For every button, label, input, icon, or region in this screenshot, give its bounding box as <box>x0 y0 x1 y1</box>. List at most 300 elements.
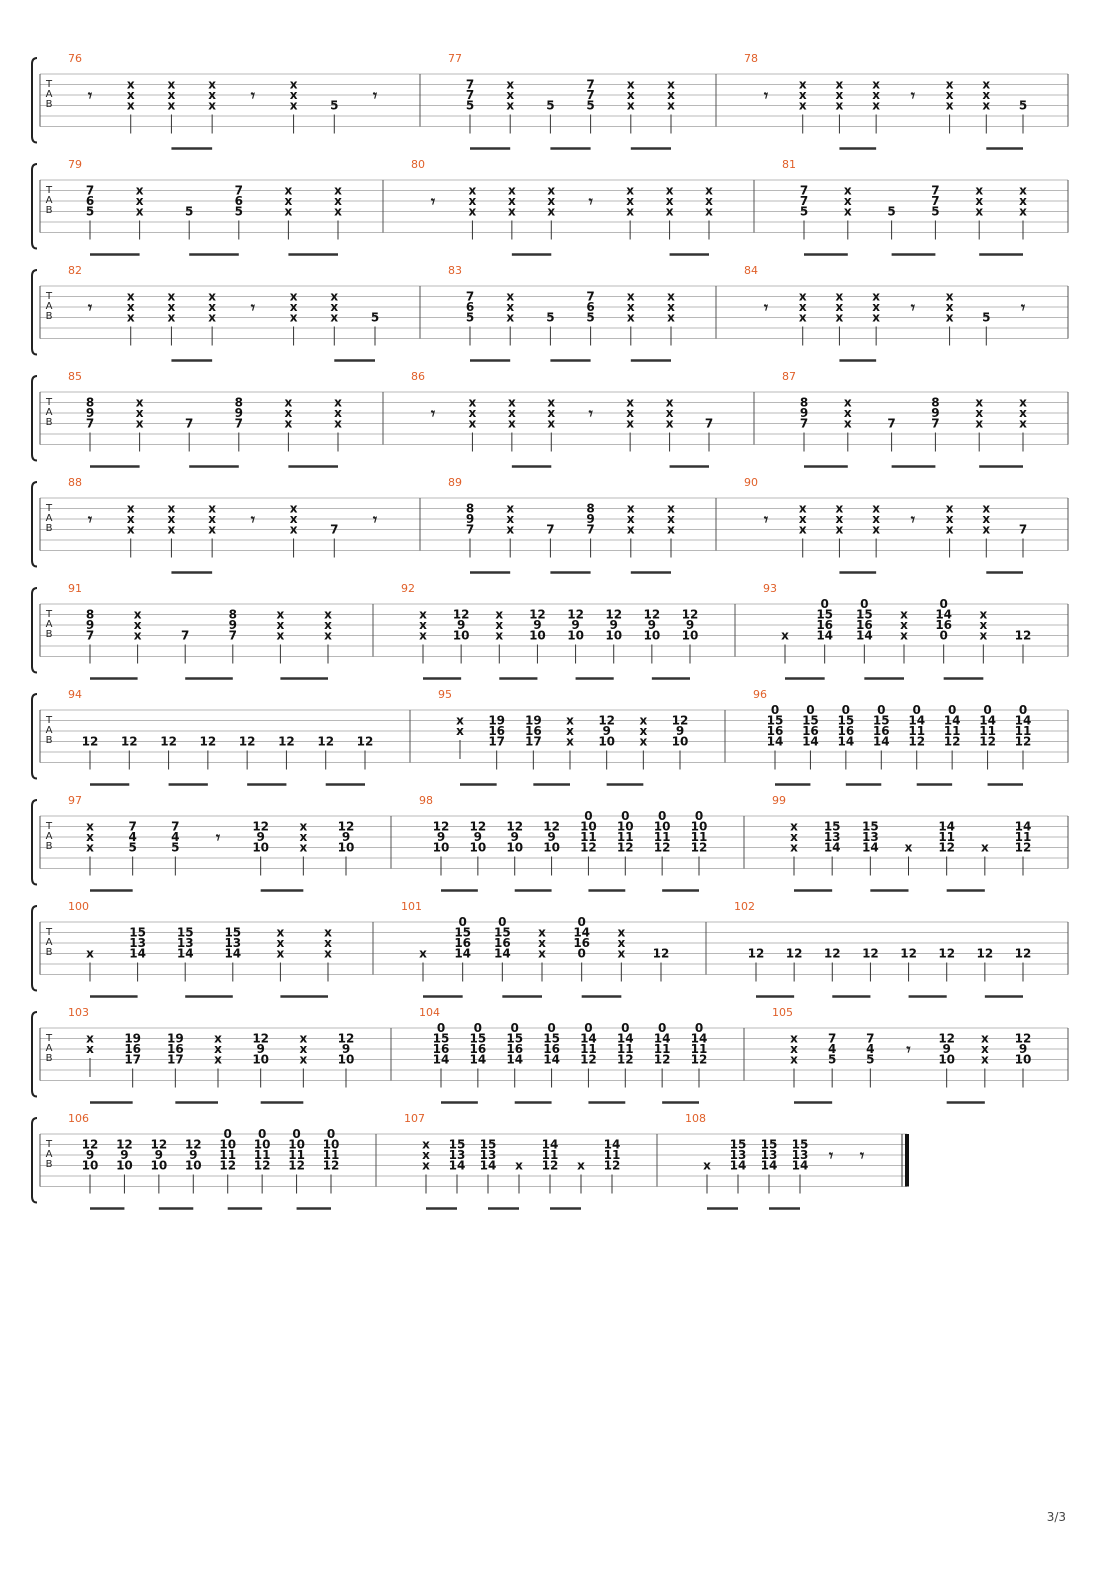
fret-number: 11 <box>322 1148 340 1162</box>
fret-number: 12 <box>81 734 99 749</box>
fret-number: 11 <box>690 830 708 844</box>
tab-clef-letter: T <box>45 397 53 408</box>
dead-note: x <box>872 512 881 526</box>
dead-note: x <box>798 77 807 92</box>
dead-note: x <box>133 628 142 643</box>
dead-note: x <box>979 618 988 632</box>
fret-number: 11 <box>616 1042 634 1056</box>
fret-number: 5 <box>982 310 991 325</box>
eighth-rest: 𝄾 <box>87 86 93 105</box>
fret-number: 10 <box>288 1137 305 1152</box>
dead-note: x <box>299 1052 308 1067</box>
tab-clef-letter: T <box>45 1139 53 1150</box>
fret-number: 12 <box>690 1052 708 1067</box>
dead-note: x <box>86 840 94 855</box>
fret-number: 7 <box>799 416 809 431</box>
system <box>32 794 1068 891</box>
system <box>32 158 1068 255</box>
fret-number: 12 <box>862 946 879 961</box>
dead-note: x <box>284 395 293 410</box>
fret-number: 7 <box>931 416 940 431</box>
fret-number: 14 <box>432 1052 450 1067</box>
fret-number: 6 <box>234 194 243 208</box>
dead-note: x <box>566 713 574 728</box>
fret-number: 5 <box>546 98 555 113</box>
fret-number: 12 <box>653 840 671 855</box>
dead-note: x <box>667 98 675 113</box>
fret-number: 9 <box>647 618 657 632</box>
dead-note: x <box>872 88 881 102</box>
fret-number: 10 <box>253 1137 271 1152</box>
dead-note: x <box>167 310 176 325</box>
dead-note: x <box>982 501 991 516</box>
measure-number: 78 <box>744 52 758 65</box>
fret-number: 10 <box>252 840 270 855</box>
tab-clef-letter: B <box>45 311 53 322</box>
fret-number: 12 <box>160 734 177 749</box>
tab-clef-letter: B <box>45 1053 53 1064</box>
dead-note: x <box>667 77 675 92</box>
fret-number: 9 <box>341 830 351 844</box>
eighth-rest: 𝄾 <box>372 86 378 105</box>
tab-clef-letter: A <box>45 513 53 524</box>
dead-note: x <box>835 77 844 92</box>
fret-number: 14 <box>760 1158 778 1173</box>
dead-note: x <box>330 300 339 314</box>
fret-number: 7 <box>586 88 595 102</box>
dead-note: x <box>626 88 635 102</box>
fret-number: 12 <box>317 734 335 749</box>
fret-number: 16 <box>454 936 472 950</box>
dead-note: x <box>289 310 298 325</box>
tab-clef-letter: T <box>45 79 53 90</box>
eighth-rest: 𝄾 <box>910 86 915 105</box>
fret-number: 13 <box>224 936 242 950</box>
fret-number: 10 <box>598 734 616 749</box>
fret-number: 12 <box>605 607 623 622</box>
dead-note: x <box>468 194 477 208</box>
measure-number: 101 <box>401 900 422 913</box>
fret-number: 12 <box>81 1137 99 1152</box>
fret-number: 7 <box>465 289 475 304</box>
dead-note: x <box>980 840 989 855</box>
fret-number: 12 <box>543 819 560 834</box>
fret-number: 14 <box>454 946 472 961</box>
system <box>32 582 1068 679</box>
dead-note: x <box>419 628 427 643</box>
fret-number: 14 <box>979 713 996 728</box>
dead-note: x <box>667 522 675 537</box>
fret-number: 13 <box>791 1148 809 1162</box>
fret-number: 9 <box>456 618 466 632</box>
dead-note: x <box>547 416 556 431</box>
tab-clef-letter: B <box>45 205 53 216</box>
dead-note: x <box>547 406 556 420</box>
fret-number: 5 <box>128 840 137 855</box>
fret-number: 7 <box>171 819 180 834</box>
fret-number: 14 <box>908 713 926 728</box>
measure-number: 84 <box>744 264 758 277</box>
fret-number: 14 <box>653 1031 671 1046</box>
dead-note: x <box>324 628 332 643</box>
fret-number: 0 <box>912 703 921 717</box>
fret-number: 0 <box>292 1127 301 1141</box>
dead-note: x <box>538 925 546 940</box>
fret-number: 0 <box>584 809 593 823</box>
dead-note: x <box>538 946 546 961</box>
system-bracket <box>32 164 37 249</box>
dead-note: x <box>667 310 675 325</box>
fret-number: 7 <box>704 416 714 431</box>
fret-number: 9 <box>436 830 446 844</box>
dead-note: x <box>547 194 556 208</box>
fret-number: 12 <box>529 607 546 622</box>
dead-note: x <box>324 936 332 950</box>
fret-number: 19 <box>124 1031 142 1046</box>
fret-number: 7 <box>546 522 555 537</box>
system <box>32 476 1068 573</box>
eighth-rest: 𝄾 <box>906 1040 911 1059</box>
fret-number: 19 <box>524 713 542 728</box>
dead-note: x <box>872 501 881 516</box>
dead-note: x <box>86 830 94 844</box>
dead-note: x <box>468 395 477 410</box>
fret-number: 11 <box>938 830 956 844</box>
dead-note: x <box>507 194 516 208</box>
dead-note: x <box>334 395 342 410</box>
eighth-rest: 𝄾 <box>250 298 255 317</box>
fret-number: 15 <box>861 819 879 834</box>
dead-note: x <box>798 501 807 516</box>
fret-number: 14 <box>224 946 242 961</box>
fret-number: 7 <box>799 194 809 208</box>
fret-number: 0 <box>510 1021 519 1035</box>
dead-note: x <box>843 395 852 410</box>
dead-note: x <box>1019 183 1027 198</box>
fret-number: 14 <box>729 1158 747 1173</box>
fret-number: 12 <box>943 734 961 749</box>
dead-note: x <box>419 618 427 632</box>
fret-number: 12 <box>506 819 524 834</box>
fret-number: 14 <box>690 1031 708 1046</box>
fret-number: 0 <box>860 597 869 611</box>
dead-note: x <box>617 936 626 950</box>
fret-number: 7 <box>181 628 190 643</box>
fret-number: 11 <box>253 1148 271 1162</box>
fret-number: 14 <box>861 840 879 855</box>
fret-number: 12 <box>652 946 670 961</box>
dead-note: x <box>790 830 798 844</box>
fret-number: 0 <box>877 703 886 717</box>
fret-number: 16 <box>802 724 819 738</box>
measure-number: 100 <box>68 900 89 913</box>
dead-note: x <box>299 1031 308 1046</box>
fret-number: 9 <box>85 1148 95 1162</box>
fret-number: 11 <box>219 1148 237 1162</box>
fret-number: 14 <box>802 734 819 749</box>
fret-number: 5 <box>234 204 243 219</box>
fret-number: 12 <box>785 946 803 961</box>
dead-note: x <box>835 522 844 537</box>
dead-note: x <box>126 310 135 325</box>
fret-number: 10 <box>938 1052 956 1067</box>
dead-note: x <box>208 512 217 526</box>
fret-number: 8 <box>228 607 237 622</box>
dead-note: x <box>289 77 298 92</box>
fret-number: 12 <box>337 1031 355 1046</box>
system <box>32 688 1068 785</box>
fret-number: 12 <box>938 946 956 961</box>
measure-number: 81 <box>782 158 796 171</box>
fret-number: 19 <box>166 1031 184 1046</box>
fret-number: 12 <box>541 1158 559 1173</box>
fret-number: 16 <box>493 936 511 950</box>
dead-note: x <box>626 395 635 410</box>
dead-note: x <box>577 1158 585 1173</box>
dead-note: x <box>506 300 515 314</box>
fret-number: 12 <box>1014 946 1032 961</box>
fret-number: 16 <box>837 724 855 738</box>
fret-number: 14 <box>573 925 591 940</box>
fret-number: 9 <box>473 830 483 844</box>
fret-number: 15 <box>176 925 194 940</box>
tab-clef-letter: T <box>45 821 53 832</box>
dead-note: x <box>507 416 516 431</box>
dead-note: x <box>945 310 954 325</box>
eighth-rest: 𝄾 <box>910 298 915 317</box>
fret-number: 10 <box>337 840 355 855</box>
fret-number: 12 <box>356 734 374 749</box>
dead-note: x <box>284 194 293 208</box>
dead-note: x <box>507 406 516 420</box>
fret-number: 10 <box>469 840 487 855</box>
dead-note: x <box>667 88 675 102</box>
fret-number: 9 <box>228 618 237 632</box>
fret-number: 12 <box>120 734 138 749</box>
dead-note: x <box>639 724 648 738</box>
dead-note: x <box>284 204 293 219</box>
tab-clef-letter: A <box>45 1043 53 1054</box>
fret-number: 10 <box>506 840 524 855</box>
dead-note: x <box>835 98 844 113</box>
system-bracket <box>32 694 37 779</box>
fret-number: 4 <box>827 1042 837 1056</box>
dead-note: x <box>422 1148 430 1162</box>
fret-number: 6 <box>85 194 95 208</box>
fret-number: 5 <box>465 98 475 113</box>
fret-number: 0 <box>657 1021 667 1035</box>
dead-note: x <box>284 416 293 431</box>
dead-note: x <box>126 501 135 516</box>
fret-number: 12 <box>979 734 996 749</box>
measure-number: 89 <box>448 476 462 489</box>
fret-number: 10 <box>567 628 584 643</box>
measure-number: 76 <box>68 52 82 65</box>
dead-note: x <box>495 628 504 643</box>
dead-note: x <box>299 840 308 855</box>
dead-note: x <box>330 310 339 325</box>
fret-number: 12 <box>252 819 270 834</box>
fret-number: 7 <box>586 77 595 92</box>
fret-number: 14 <box>616 1031 634 1046</box>
fret-number: 5 <box>931 204 940 219</box>
system <box>32 370 1068 467</box>
dead-note: x <box>208 98 217 113</box>
dead-note: x <box>900 628 908 643</box>
measure-number: 90 <box>744 476 758 489</box>
dead-note: x <box>276 925 285 940</box>
fret-number: 10 <box>452 628 470 643</box>
dead-note: x <box>945 512 954 526</box>
fret-number: 7 <box>586 522 595 537</box>
dead-note: x <box>667 300 675 314</box>
fret-number: 10 <box>322 1137 340 1152</box>
dead-note: x <box>547 183 556 198</box>
fret-number: 7 <box>234 416 243 431</box>
dead-note: x <box>626 512 635 526</box>
fret-number: 0 <box>939 597 948 611</box>
dead-note: x <box>289 98 298 113</box>
fret-number: 14 <box>938 819 956 834</box>
eighth-rest: 𝄾 <box>250 510 255 529</box>
dead-note: x <box>790 819 798 834</box>
dead-note: x <box>506 77 515 92</box>
dead-note: x <box>1019 416 1027 431</box>
dead-note: x <box>626 289 635 304</box>
fret-number: 12 <box>616 840 634 855</box>
dead-note: x <box>982 88 991 102</box>
fret-number: 0 <box>657 809 667 823</box>
fret-number: 10 <box>653 819 671 834</box>
fret-number: 0 <box>584 1021 593 1035</box>
fret-number: 12 <box>116 1137 133 1152</box>
fret-number: 8 <box>586 501 595 516</box>
dead-note: x <box>495 618 504 632</box>
dead-note: x <box>835 501 844 516</box>
dead-note: x <box>665 204 674 219</box>
fret-number: 6 <box>586 300 595 314</box>
dead-note: x <box>566 734 574 749</box>
fret-number: 13 <box>760 1148 778 1162</box>
dead-note: x <box>289 522 298 537</box>
dead-note: x <box>299 819 308 834</box>
fret-number: 10 <box>580 819 597 834</box>
dead-note: x <box>208 300 217 314</box>
fret-number: 16 <box>872 724 890 738</box>
fret-number: 12 <box>452 607 470 622</box>
fret-number: 5 <box>799 204 809 219</box>
dead-note: x <box>626 300 635 314</box>
dead-note: x <box>86 1031 94 1046</box>
tab-clef-letter: A <box>45 1149 53 1160</box>
fret-number: 12 <box>219 1158 237 1173</box>
dead-note: x <box>945 289 954 304</box>
dead-note: x <box>982 522 991 537</box>
dead-note: x <box>1019 406 1027 420</box>
fret-number: 16 <box>524 724 542 738</box>
fret-number: 13 <box>823 830 841 844</box>
dead-note: x <box>208 501 217 516</box>
fret-number: 12 <box>184 1137 202 1152</box>
fret-number: 12 <box>1014 840 1032 855</box>
system <box>32 52 1068 149</box>
fret-number: 0 <box>473 1021 483 1035</box>
dead-note: x <box>506 512 515 526</box>
eighth-rest: 𝄾 <box>87 298 93 317</box>
dead-note: x <box>843 406 852 420</box>
dead-note: x <box>167 300 176 314</box>
fret-number: 15 <box>543 1031 560 1046</box>
system <box>32 900 1068 997</box>
fret-number: 15 <box>791 1137 809 1152</box>
fret-number: 7 <box>185 416 194 431</box>
tab-clef-letter: T <box>45 609 53 620</box>
fret-number: 10 <box>81 1158 99 1173</box>
fret-number: 12 <box>238 734 256 749</box>
measure-number: 108 <box>685 1112 706 1125</box>
fret-number: 11 <box>580 1042 597 1056</box>
dead-note: x <box>703 1158 711 1173</box>
fret-number: 0 <box>983 703 992 717</box>
dead-note: x <box>135 194 144 208</box>
fret-number: 9 <box>609 618 618 632</box>
fret-number: 10 <box>337 1052 355 1067</box>
dead-note: x <box>667 289 675 304</box>
dead-note: x <box>843 416 852 431</box>
eighth-rest: 𝄾 <box>763 298 769 317</box>
fret-number: 0 <box>694 809 704 823</box>
dead-note: x <box>214 1042 222 1056</box>
fret-number: 11 <box>653 1042 671 1056</box>
dead-note: x <box>975 395 984 410</box>
fret-number: 10 <box>690 819 708 834</box>
fret-number: 15 <box>729 1137 747 1152</box>
dead-note: x <box>419 607 427 622</box>
fret-number: 13 <box>176 936 194 950</box>
fret-number: 4 <box>128 830 137 844</box>
fret-number: 0 <box>223 1127 232 1141</box>
dead-note: x <box>900 607 908 622</box>
dead-note: x <box>872 522 881 537</box>
dead-note: x <box>456 713 464 728</box>
dead-note: x <box>167 522 176 537</box>
dead-note: x <box>626 406 635 420</box>
fret-number: 0 <box>547 1021 556 1035</box>
dead-note: x <box>330 289 339 304</box>
dead-note: x <box>506 98 515 113</box>
fret-number: 14 <box>479 1158 497 1173</box>
fret-number: 0 <box>621 809 630 823</box>
measure-number: 80 <box>411 158 425 171</box>
dead-note: x <box>980 1042 989 1056</box>
dead-note: x <box>790 840 798 855</box>
fret-number: 15 <box>837 713 855 728</box>
dead-note: x <box>126 300 135 314</box>
fret-number: 12 <box>681 607 699 622</box>
measure-number: 95 <box>438 688 452 701</box>
fret-number: 7 <box>586 289 595 304</box>
dead-note: x <box>626 204 635 219</box>
dead-note: x <box>468 204 477 219</box>
dead-note: x <box>276 946 285 961</box>
fret-number: 10 <box>681 628 699 643</box>
fret-number: 0 <box>806 703 815 717</box>
fret-number: 15 <box>493 925 511 940</box>
dead-note: x <box>982 512 991 526</box>
measure-number: 99 <box>772 794 786 807</box>
tab-clef-letter: T <box>45 927 53 938</box>
dead-note: x <box>665 183 674 198</box>
